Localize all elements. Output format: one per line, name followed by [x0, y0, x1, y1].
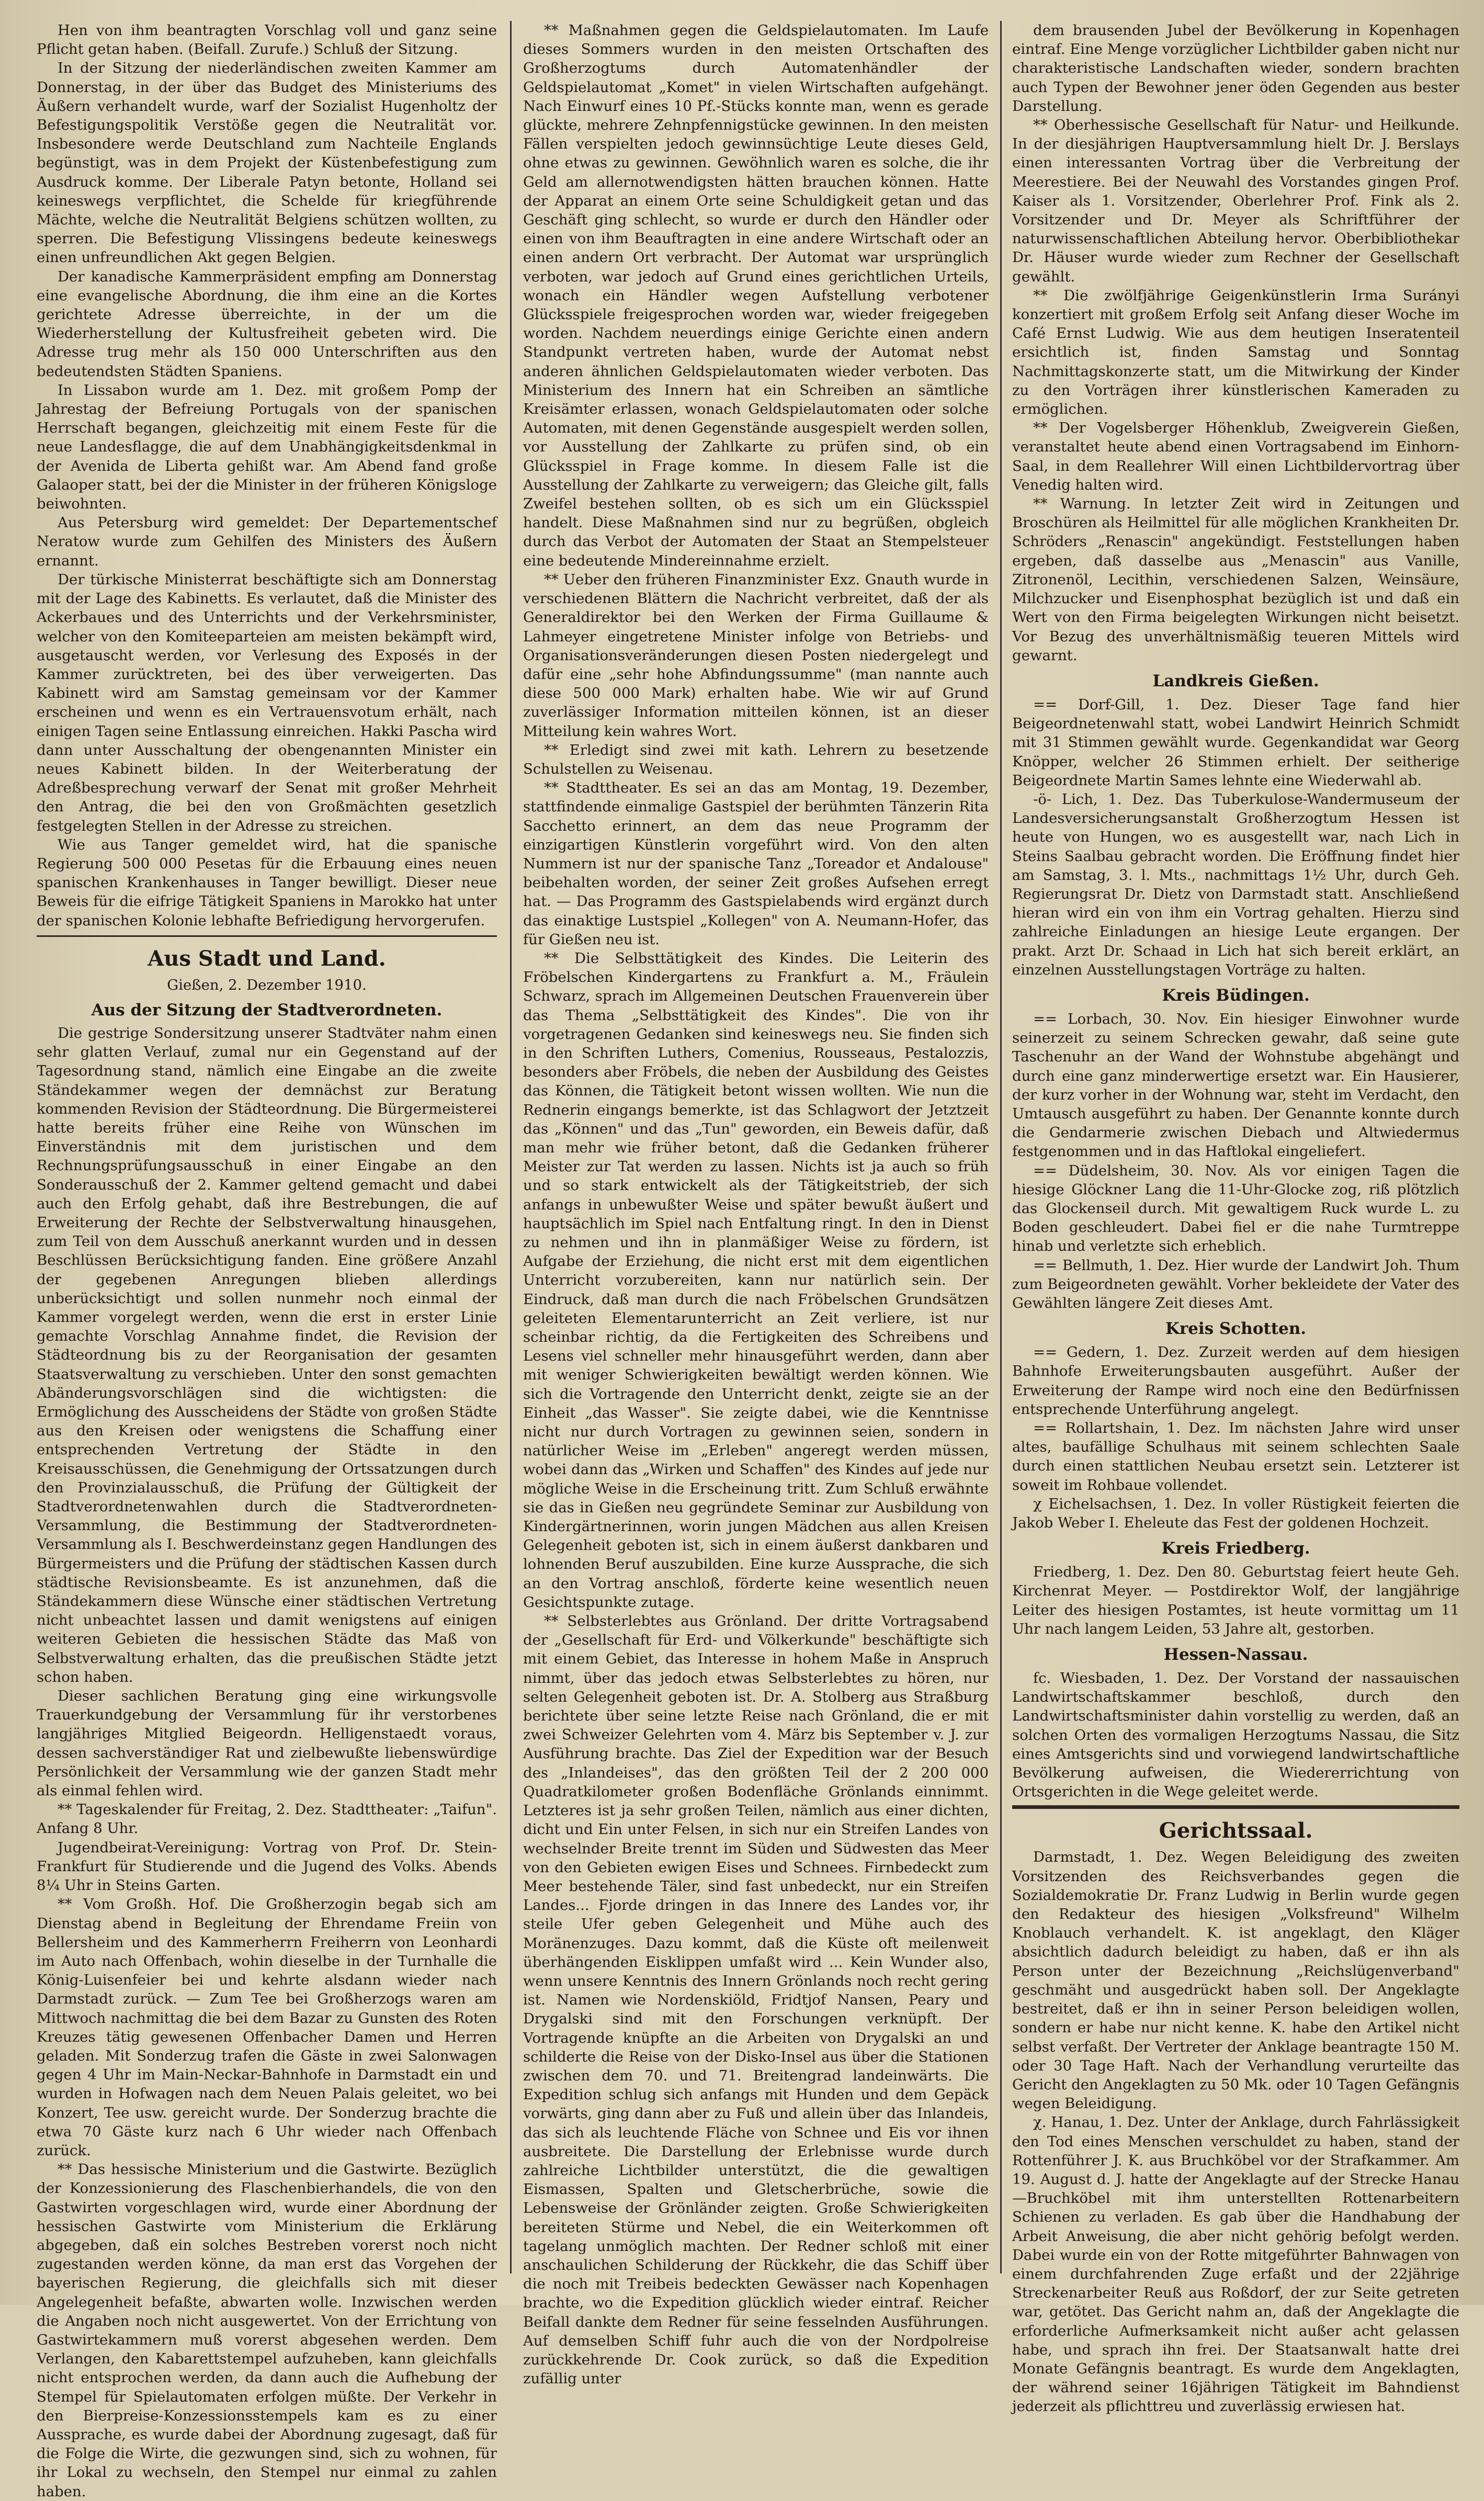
paragraph: -ö- Lich, 1. Dez. Das Tuberkulose-Wandermuseum der Landesversicherungsanstalt Großherzogtum Hessen ist heute von Hungen, wo es ausgestellt war, nach Lich in Steins Saalbau gebracht worden. Die Eröffnung findet hier am Samstag, 3. l. Mts., nachmittags 1½ Uhr, durch Geh. Regierungsrat Dr. Dietz von Darmstadt statt. Anschließend hieran wird ein von ihm ein Vortrag gehalten. Hierzu sind zahlreiche Einladungen an hiesige Leute ergangen. Der prakt. Arzt Dr. Schaad in Lich hat sich bereit erklärt, an einzelnen Ausstellungstagen Vorträge zu halten. — [1012, 790, 1459, 978]
article-stadtverordneten-body — [37, 1024, 497, 1800]
paragraph: fc. Wiesbaden, 1. Dez. Der Vorstand der nassauischen Landwirtschaftskammer beschloß, durch den Landwirtschaftsminister dahin vorstellig zu werden, daß an solchen Orten des vormaligen Herzogtums Nassau, die Sitz eines Amtsgerichts sind und vorwiegend landwirtschaftliche Bevölkerung aufweisen, die Wiedererrichtung von Ortsgerichten in die Wege geleitet werde. — [1012, 1670, 1459, 1801]
paragraph: Der türkische Ministerrat beschäftigte sich am Donnerstag mit der Lage des Kabinetts. Es verlautet, daß die Minister des Ackerbaues und des Unterrichts und der Verkehrsminister, welcher von den Komiteeparteien am meisten bekämpft wird, ausgetauscht werden, vor Verlesung des Exposés in der Kammer zurücktreten, bei des über verweigerten. Das Kabinett wird am Samstag gemeinsam vor der Kammer erscheinen und wenn es ein Vertrauensvotum erhält, nach einigen Tagen seine Entlassung einreichen. Hakki Pascha wird dann unter Ausschaltung der obengenannten Minister ein neues Kabinett bilden. In der Weiterberatung der Adreßbesprechung verwarf der Senat mit großer Mehrheit den Antrag, die bei den von Großmächten gesetzlich festgelegten Stellen in der Adresse zu streichen. — [37, 571, 497, 834]
paragraph: dem brausenden Jubel der Bevölkerung in Kopenhagen eintraf. Eine Menge vorzüglicher Lichtbilder gaben nicht nur charakteristische Landschaften wieder, sondern brachten auch Typen der Bewohner jener öden Gegenden aus bester Darstellung. — [1012, 22, 1459, 115]
gerichtssaal-news — [1012, 1848, 1459, 2416]
paragraph: ** Erledigt sind zwei mit kath. Lehrern zu besetzende Schulstellen zu Weisenau. — [523, 741, 989, 777]
section-heading-landkreis-giessen: Landkreis Gießen. — [1152, 671, 1319, 691]
paragraph: In Lissabon wurde am 1. Dez. mit großem Pomp der Jahrestag der Befreiung Portugals von der spanischen Herrschaft begangen, gleichzeitig mit einem Feste für die neue Landesflagge, die auf dem Unabhängigkeitsdenkmal in der Avenida de Liberta gehißt war. Am Abend fand große Galaoper statt, bei der die Minister in der früheren Königsloge beiwohnten. — [37, 381, 497, 513]
column-3 — [1012, 21, 1459, 2415]
section-heading-kreis-schotten: Kreis Schotten. — [1165, 1319, 1307, 1339]
paragraph: ** Die zwölfjährige Geigenkünstlerin Irma Surányi konzertiert mit großem Erfolg seit Anfang dieser Woche im Café Ernst Ludwig. Wie aus dem heutigen Inseratenteil ersichtlich ist, finden Samstag und Sonntag Nachmittagskonzerte statt, um die Mitwirkung der Kinder zu den Vorträgen ihrer künstlerischen Kameraden zu ermöglichen. — [1012, 287, 1459, 418]
paragraph: Darmstadt, 1. Dez. Wegen Beleidigung des zweiten Vorsitzenden des Reichsverbandes gegen die Sozialdemokratie Dr. Franz Ludwig in Berlin wurde gegen den Redakteur des hiesigen „Volksfreund" Wilhelm Knoblauch verhandelt. K. ist angeklagt, den Kläger absichtlich dadurch beleidigt zu haben, daß er ihn als Person unter der Bezeichnung „Reichslügenverband" geschmäht und ausgedrückt haben soll. Der Angeklagte bestreitet, daß er ihn in seiner Person beleidigen wollen, sondern er habe nur nicht kenne. K. habe den Artikel nicht selbst verfaßt. Der Vertreter der Anklage beantragte 150 M. oder 30 Tage Haft. Nach der Verhandlung verurteilte das Gericht den Angeklagten zu 50 Mk. oder 10 Tagen Gefängnis wegen Beleidigung. — [1012, 1849, 1459, 2112]
paragraph: == Gedern, 1. Dez. Zurzeit werden auf dem hiesigen Bahnhofe Erweiterungsbauten ausgeführt. Außer der Erweiterung der Rampe wird noch eine den Bedürfnissen entsprechende Unterführung angelegt. — [1012, 1344, 1459, 1418]
section-heading-kreis-buedingen: Kreis Büdingen. — [1162, 986, 1310, 1005]
section-heading-kreis-friedberg: Kreis Friedberg. — [1161, 1539, 1310, 1558]
landkreis-giessen-news — [1012, 695, 1459, 979]
paragraph: Hen von ihm beantragten Vorschlag voll und ganz seine Pflicht getan haben. (Beifall. Zurufe.) Schluß der Sitzung. — [37, 22, 497, 58]
paragraph: χ. Hanau, 1. Dez. Unter der Anklage, durch Fahrlässigkeit den Tod eines Menschen verschuldet zu haben, stand der Rottenführer J. K. aus Bruchköbel vor der Strafkammer. Am 19. August d. J. hatte der Angeklagte auf der Strecke Hanau—Bruchköbel mit ihm unterstellten Rottenarbeitern Schienen zu verladen. Es gab über die Handhabung der Arbeit Anweisung, die aber nicht gehörig befolgt werden. Dabei wurde ein von der Rotte mitgeführter Bahnwagen von einem durchfahrenden Zuge erfaßt und der 22jährige Streckenarbeiter Reuß aus Roßdorf, der zur Seite getreten war, getötet. Das Gericht nahm an, daß der Angeklagte die erforderliche Aufmerksamkeit nicht außer acht gelassen habe, und sprach ihn frei. Der Staatsanwalt hatte drei Monate Gefängnis beantragt. Es wurde dem Angeklagten, der während seiner 16jährigen Tätigkeit im Bahndienst jederzeit als pflichttreu und zuverlässig erwiesen hat. — [1012, 2114, 1459, 2415]
hessen-nassau-news — [1012, 1669, 1459, 1801]
paragraph: Der kanadische Kammerpräsident empfing am Donnerstag eine evangelische Abordnung, die ihm eine an die Kortes gerichtete Adresse überreichte, in der um die Wiederherstellung der Kultusfreiheit gebeten wird. Die Adresse trug mehr als 150 000 Unterschriften aus den bedeutendsten Städten Spaniens. — [37, 268, 497, 380]
paragraph: ** Vom Großh. Hof. Die Großherzogin begab sich am Dienstag abend in Begleitung der Ehrendame Freiin von Bellersheim und des Kammerherrn Freiherrn von Leonhardi im Auto nach Offenbach, wohin dieselbe in der Turnhalle die König-Luisenfeier bei und kehrte alsdann wieder nach Darmstadt zurück. — Zum Tee bei Großherzogs waren am Mittwoch nachmittag die bei dem Bazar zu Gunsten des Roten Kreuzes tätig gewesenen Offenbacher Damen und Herren geladen. Mit Sonderzug trafen die Gäste in zwei Salonwagen gegen 4 Uhr im Main-Neckar-Bahnhofe in Darmstadt ein und wurden in Hofwagen nach dem Neuen Palais geleitet, wo bei Konzert, Tee usw. gereicht wurde. Der Sonderzug brachte die etwa 70 Gäste kurz nach 6 Uhr wieder nach Offenbach zurück. — [37, 1896, 497, 2159]
section-heading-hessen-nassau: Hessen-Nassau. — [1163, 1645, 1308, 1665]
paragraph: ** Die Selbsttätigkeit des Kindes. Die Leiterin des Fröbelschen Kindergartens zu Frankfurt a. M., Fräulein Schwarz, sprach im Allgemeinen Deutschen Frauenverein über das Thema „Selbsttätigkeit des Kindes". Die von ihr vorgetragenen Gedanken sind keineswegs neu. Sie finden sich in den Schriften Luthers, Comenius, Rousseaus, Pestalozzis, besonders aber Fröbels, die neben der Ausbildung des Geistes das Können, die Tätigkeit betont wissen wollten. Wie nun die Rednerin eingangs bemerkte, ist das Schlagwort der Jetztzeit das „Können" und das „Tun" geworden, ein Beweis dafür, daß man mehr wie früher betont, daß die Gedanken früherer Meister zur Tat werden zu lassen. Nichts ist ja auch so früh und so stark entwickelt als der Tätigkeitstrieb, der sich anfangs in unbewußter Weise und später bewußt äußert und hauptsächlich im Spiel nach Entfaltung ringt. In den in Dienst zu nehmen und ihn in planmäßiger Weise zu fördern, ist Aufgabe der Erziehung, die nicht erst mit dem eigentlichen Unterricht vorzubereiten, kann nur natürlich sein. Der Eindruck, daß man durch die nach Fröbelschen Grundsätzen geleiteten Elementarunterricht an Zeit verliere, ist nur scheinbar richtig, da die Fertigkeiten des Schreibens und Lesens viel schneller mehr hinausgeführt werden, dann aber mit weniger Schwierigkeiten bewältigt werden können. Wie sich die Vortragende den Unterricht denkt, zeigte sie an der Einheit „das Wasser". Sie zeigte dabei, wie die Kenntnisse nicht nur durch Vortragen zu gewinnen seien, sondern in natürlicher Weise im „Erleben" angeregt werden müssen, wobei dann das „Wirken und Schaffen" des Kindes auf jede nur mögliche Weise in die Erscheinung tritt. Zum Schluß erwähnte sie das in Gießen neu gegründete Seminar zur Ausbildung von Kindergärtnerinnen, worin jungen Mädchen aus allen Kreisen Gelegenheit geboten ist, sich in einem äußerst dankbaren und lohnenden Beruf auszubilden. Eine kurze Aussprache, die sich an den Vortrag anschloß, förderte keine wesentlich neuen Gesichtspunkte zutage. — [523, 949, 989, 1611]
section-divider — [37, 935, 497, 937]
paragraph: χ Eichelsachsen, 1. Dez. In voller Rüstigkeit feierten die Jakob Weber I. Eheleute das Fest der goldenen Hochzeit. — [1012, 1495, 1459, 1532]
paragraph: Jugendbeirat-Vereinigung: Vortrag von Prof. Dr. Stein-Frankfurt für Studierende und die Jugend des Volks. Abends 8¼ Uhr in Steins Garten. — [37, 1839, 497, 1894]
paragraph: ** Der Vogelsberger Höhenklub, Zweigverein Gießen, veranstaltet heute abend einen Vortragsabend im Einhorn-Saal, in dem Reallehrer Will einen Lichtbildervortrag über Venedig halten wird. — [1012, 420, 1459, 493]
dateline: Gießen, 2. Dezember 1910. — [167, 976, 367, 993]
column-3-local-news — [1012, 21, 1459, 665]
section-divider — [1012, 1805, 1459, 1809]
column-1-top-articles — [37, 21, 497, 930]
paragraph: == Dorf-Gill, 1. Dez. Dieser Tage fand hier Beigeordnetenwahl statt, wobei Landwirt Heinrich Schmidt mit 31 Stimmen gewählt wurde. Gegenkandidat war Georg Knöpper, welcher 26 Stimmen erhielt. Der seitherige Beigeordnete Martin Sames lehnte eine Wiederwahl ab. — [1012, 696, 1459, 789]
paragraph: ** Oberhessische Gesellschaft für Natur- und Heilkunde. In der diesjährigen Hauptversammlung hielt Dr. J. Berslays einen interessanten Vortrag über die Verbreitung der Meerestiere. Bei der Neuwahl des Vorstandes gingen Prof. Kaiser als 1. Vorsitzender, Oberlehrer Prof. Fink als 2. Vorsitzender und Dr. Meyer als Schriftführer der naturwissenschaftlichen Abteilung hervor. Oberbibliothekar Dr. Häuser wurde wieder zum Rechner der Gesellschaft gewählt. — [1012, 117, 1459, 285]
section-heading-gerichtssaal: Gerichtssaal. — [1159, 1818, 1313, 1843]
column-1 — [37, 21, 497, 2500]
article-heading-stadtverordneten: Aus der Sitzung der Stadtverordneten. — [91, 1000, 443, 1020]
paragraph: ** Das hessische Ministerium und die Gastwirte. Bezüglich der Konzessionierung des Flaschenbierhandels, die von den Gastwirten vorgeschlagen wird, wurde einer Abordnung der hessischen Gastwirte vom Ministerium die Erklärung abgegeben, daß ein solches Bestreben vorerst noch nicht zugestanden werden könne, da man erst das Vorgehen der bayerischen Regierung, die gleichfalls sich mit dieser Angelegenheit befaßte, abwarten wolle. Inzwischen werden die Angaben noch nicht ausgewertet. Von der Errichtung von Gastwirtekammern muß vorerst abgesehen werden. Dem Verlangen, den Kabarettstempel aufzuheben, kann gleichfalls nicht entsprochen werden, da dann auch die Aufhebung der Stempel für Spielautomaten erfolgen müßte. Der Verkehr in den Bierpreise-Konzessionsstempels kam es zu einer Aussprache, es wurde dabei der Abordnung zugesagt, daß für die Folge die Wirte, die gezwungen sind, sich zu wohnen, für ihr Lokal zu wechseln, den Stempel nur einmal zu zahlen haben. — [37, 2161, 497, 2500]
paragraph: In der Sitzung der niederländischen zweiten Kammer am Donnerstag, in der über das Budget des Ministeriums des Äußern verhandelt wurde, warf der Sozialist Hugenholtz der Befestigungspolitik Verstöße gegen die Neutralität vor. Insbesondere werde Deutschland zum Nachteile Englands begünstigt, was in dem Projekt der Küstenbefestigung zum Ausdruck komme. Der Liberale Patyn betonte, Holland sei keineswegs verpflichtet, die Schelde für kriegführende Mächte, welche die Neutralität Belgiens schützen wollten, zu sperren. Die Befestigung Vlissingens bedeute keineswegs einen unfreundlichen Akt gegen Belgien. — [37, 60, 497, 266]
paragraph: == Rollartshain, 1. Dez. Im nächsten Jahre wird unser altes, baufällige Schulhaus mit seinem schlechten Saale durch einen stattlichen Neubau ersetzt sein. Letzterer ist soweit im Rohbaue vollendet. — [1012, 1420, 1459, 1493]
kreis-schotten-news — [1012, 1343, 1459, 1532]
column-rule-right — [1000, 21, 1002, 2273]
paragraph: ** Stadttheater. Es sei an das am Montag, 19. Dezember, stattfindende einmalige Gastspiel der berühmten Tänzerin Rita Sacchetto erinnert, an dem das neue Programm der einzigartigen Künstlerin vorgeführt wird. Von den alten Nummern ist nur der spanische Tanz „Toreador et Andalouse" beibehalten worden, der seiner Zeit großes Aufsehen erregt hat. — Das Programm des Gastspielabends wird ergänzt durch das einaktige Lustspiel „Kollegen" von A. Neumann-Hofer, das für Gießen neu ist. — [523, 779, 989, 948]
paragraph: ** Selbsterlebtes aus Grönland. Der dritte Vortragsabend der „Gesellschaft für Erd- und Völkerkunde" beschäftigte sich mit einem Gebiet, das Interesse in hohem Maße in Anspruch nimmt, über das jedoch etwas Selbsterlebtes zu hören, nur selten Gelegenheit geboten ist. Dr. A. Stolberg aus Straßburg berichtete über seine letzte Reise nach Grönland, die er mit zwei Schweizer Gelehrten vom 4. März bis September v. J. zur Ausführung brachte. Das Ziel der Expedition war der Besuch des „Inlandeises", das den größten Teil der 2 200 000 Quadratkilometer großen Bodenfläche Grönlands einnimmt. Letzteres ist ja sehr großen Teilen, nämlich aus einer dichten, dicht und Ein unter Felsen, in sich nur ein Streifen Landes von wechselnder Breite trennt im Süden und Südwesten das Meer von den Gebieten ewigen Eises und Schnees. Firnbedeckt zum Meer bestehende Täler, sind fast unbedeckt, nur ein Streifen Landes... Fjorde dringen in das Innere des Landes vor, ihr steile Ufer geben Gelegenheit und Mühe auch des Moränenzuges. Dazu kommt, daß die Küste oft meilenweit überhängenden Eisklippen umfaßt wird ... Kein Wunder also, wenn unsere Kenntnis des Innern Grönlands noch recht gering ist. Namen wie Nordenskiöld, Fridtjof Nansen, Peary und Drygalski sind mit den Forschungen verknüpft. Der Vortragende knüpfte an die Arbeiten von Drygalski an und schilderte die Reise von der Disko-Insel aus über die Stationen zwischen dem 70. und 71. Breitengrad landeinwärts. Die Expedition schlug sich anfangs mit Hunden und dem Gepäck vorwärts, ging dann aber zu Fuß und allein über das Inlandeis, das sich als leuchtende Fläche von Schnee und Eis vor ihnen ausbreitete. Die Darstellung der Erlebnisse wurde durch zahlreiche Lichtbilder unterstützt, die die gewaltigen Eismassen, Spalten und Gletscherbrüche, sowie die Lebensweise der Grönländer zeigten. Große Schwierigkeiten bereiteten Stürme und Nebel, die ein Weiterkommen oft tagelang unmöglich machten. Der Redner schloß mit einer anschaulichen Schilderung der Rückkehr, die das Schiff über die noch mit Treibeis bedeckten Gewässer nach Kopenhagen brachte, wo die Expedition glücklich wieder eintraf. Reicher Beifall dankte dem Redner für seine fesselnden Ausführungen. Auf demselben Schiff fuhr auch die von der Nordpolreise zurückkehrende Dr. Cook zurück, so daß die Expedition zufällig unter — [523, 1613, 989, 2387]
paragraph: Aus Petersburg wird gemeldet: Der Departementschef Neratow wurde zum Gehilfen des Ministers des Äußern ernannt. — [37, 514, 497, 569]
column-2 — [523, 21, 989, 2387]
paragraph: Wie aus Tanger gemeldet wird, hat die spanische Regierung 500 000 Pesetas für die Erbauung eines neuen spanischen Krankenhauses in Tanger bewilligt. Dieser neue Beweis für die eifrige Tätigkeit Spaniens in Marokko hat unter der spanischen Kolonie lebhafte Befriedigung hervorgerufen. — [37, 836, 497, 929]
paragraph: Die gestrige Sondersitzung unserer Stadtväter nahm einen sehr glatten Verlauf, zumal nur ein Gegenstand auf der Tagesordnung stand, nämlich eine Eingabe an die zweite Ständekammer wegen der demnächst zur Beratung kommenden Revision der Städteordnung. Die Bürgermeisterei hatte bereits früher eine Reihe von Wünschen im Einverständnis mit dem juristischen und dem Rechnungsprüfungsausschuß in einer Eingabe an den Sonderausschuß der 2. Kammer geltend gemacht und dabei auch den Erfolg gehabt, daß ihre Bestrebungen, die auf Erweiterung der Rechte der Selbstverwaltung hinausgehen, zum Teil von dem Ausschuß anerkannt wurden und in dessen Beschlüssen Berücksichtigung fanden. Eine größere Anzahl der gegebenen Anregungen blieben allerdings unberücksichtigt und sollen nunmehr noch einmal der Kammer vorgelegt werden, wenn die erst in erster Linie gemachte Vorschlag Annahme findet, die Revision der Städteordnung bis zu der Reorganisation der gesamten Staatsverwaltung zu verschieben. Unter den sonst gemachten Abänderungsvorschlägen sind die wichtigsten: die Ermöglichung des Ausscheidens der Städte von großen Städte aus den Kreisen oder wenigstens die Schaffung einer entsprechenden Vertretung der Städte in den Kreisausschüssen, die Genehmigung der Ortssatzungen durch den Provinzialausschuß, die Prüfung der Gültigkeit der Stadtverordnetenwahlen durch die Stadtverordneten-Versammlung, die Bestimmung der Stadtverordneten-Versammlung als I. Beschwerdeinstanz gegen Handlungen des Bürgermeisters und die Prüfung der städtischen Kassen durch städtische Revisionsbeamte. Es ist anzunehmen, daß die Ständekammern diese Wünsche einer städtischen Vertretung nicht unbeachtet lassen und damit wenigstens auf einigen weiteren Gebieten die hessischen Städte das Maß von Selbstverwaltung erhalten, das die preußischen Städte jetzt schon haben. — [37, 1024, 497, 1685]
paragraph: ** Ueber den früheren Finanzminister Exz. Gnauth wurde in verschiedenen Blättern die Nachricht verbreitet, daß der als Generaldirektor bei den Werken der Firma Guillaume & Lahmeyer eingetretene Minister infolge von Betriebs- und Organisationsveränderungen diesen Posten niedergelegt und dafür eine „sehr hohe Abfindungssumme" (man nannte auch diese 500 000 Mark) erhalten habe. Wie wir auf Grund zuverlässiger Information mitteilen können, ist an dieser Mitteilung kein wahres Wort. — [523, 571, 989, 740]
section-heading-stadt-und-land: Aus Stadt und Land. — [148, 946, 386, 971]
column-1-local-news — [37, 1800, 497, 2501]
kreis-friedberg-news — [1012, 1563, 1459, 1638]
column-2-local-news — [523, 21, 989, 2388]
paragraph: == Lorbach, 30. Nov. Ein hiesiger Einwohner wurde seinerzeit zu seinem Schrecken gewahr, daß seine gute Taschenuhr an der Wand der Wohnstube abgehängt und durch eine ganz minderwertige ersetzt war. Ein Hausierer, der kurz vorher in der Wohnung war, steht im Verdacht, den Umtausch ausgeführt zu haben. Der Genannte konnte durch die Gendarmerie zwischen Diebach und Altwiedermus festgenommen und in das Haftlokal eingeliefert. — [1012, 1010, 1459, 1160]
paragraph: == Düdelsheim, 30. Nov. Als vor einigen Tagen die hiesige Glöckner Lang die 11-Uhr-Glocke zog, riß plötzlich das Glockenseil durch. Mit gewaltigem Ruck wurde L. zu Boden geschleudert. Dabei fiel er die nahe Turmtreppe hinab und verletzte sich erheblich. — [1012, 1162, 1459, 1255]
paragraph: == Bellmuth, 1. Dez. Hier wurde der Landwirt Joh. Thum zum Beigeordneten gewählt. Vorher bekleidete der Vater des Gewählten längere Zeit dieses Amt. — [1012, 1257, 1459, 1311]
paragraph: Friedberg, 1. Dez. Den 80. Geburtstag feiert heute Geh. Kirchenrat Meyer. — Postdirektor Wolf, der langjährige Leiter des hiesigen Postamtes, ist heute vormittag um 11 Uhr nach langem Leiden, 53 Jahre alt, gestorben. — [1012, 1564, 1459, 1637]
paragraph: ** Maßnahmen gegen die Geldspielautomaten. Im Laufe dieses Sommers wurden in den meisten Ortschaften des Großherzogtums durch Automatenhändler der Geldspielautomat „Komet" in vielen Wirtschaften aufgehängt. Nach Einwurf eines 10 Pf.-Stücks konnte man, wenn es gerade glückte, mehrere Zehnpfennigstücke gewinnen. In den meisten Fällen verspielten jedoch gewinnsüchtige Leute dieses Geld, ohne etwas zu gewinnen. Gewöhnlich waren es solche, die ihr Geld am allernotwendigsten hätten brauchen können. Hatte der Apparat an einem Orte seine Schuldigkeit getan und das Geschäft ging schlecht, so wurde er durch den Händler oder einen von ihm Beauftragten in eine andere Wirtschaft oder an einen andern Ort verbracht. Der Automat war ursprünglich verboten, war jedoch auf Grund eines gerichtlichen Urteils, wonach ein Händler wegen Aufstellung verbotener Glücksspiele freigesprochen worden war, wieder freigegeben worden. Nachdem neuerdings einige Gerichte einen andern Standpunkt vertreten haben, wurde der Automat nebst anderen ähnlichen Geldspielautomaten wieder verboten. Das Ministerium des Innern hat ein Schreiben an sämtliche Kreisämter erlassen, wonach Geldspielautomaten oder solche Automaten, mit denen Gegenstände ausgespielt werden sollen, vor Ausstellung der Zahlkarte zu prüfen sind, ob ein Glücksspiel in Frage komme. In diesem Falle ist die Ausstellung der Zahlkarte zu verweigern; das Gleiche gilt, falls Zweifel bestehen sollten, ob es sich um ein Glücksspiel handelt. Diese Maßnahmen sind nur zu begrüßen, obgleich durch das Verbot der Automaten der Staat an Stempelsteuer eine bedeutende Mindereinnahme erzielt. — [523, 22, 989, 569]
paragraph: Dieser sachlichen Beratung ging eine wirkungsvolle Trauerkundgebung der Versammlung für ihr verstorbenes langjähriges Mitglied Beigeordn. Helligenstaedt voraus, dessen sachverständiger Rat und zielbewußte liebenswürdige Persönlichkeit der Versammlung wie der ganzen Stadt mehr als einmal fehlen wird. — [37, 1688, 497, 1800]
kreis-buedingen-news — [1012, 1010, 1459, 1312]
paragraph: ** Tageskalender für Freitag, 2. Dez. Stadttheater: „Taifun". Anfang 8 Uhr. — [37, 1801, 497, 1837]
column-rule-left — [510, 21, 512, 2273]
paragraph: ** Warnung. In letzter Zeit wird in Zeitungen und Broschüren als Heilmittel für alle möglichen Krankheiten Dr. Schröders „Renascin" angekündigt. Feststellungen haben ergeben, daß dasselbe aus „Menascin" aus Vanille, Zitronenöl, Lecithin, verschiedenen Salzen, Weinsäure, Milchzucker und Eisenphosphat bezüglich ist und daß ein Wert von den Firma beigelegten Wirkungen nicht beisetzt. Vor Bezug des unverhältnismäßig teueren Mittels wird gewarnt. — [1012, 495, 1459, 664]
